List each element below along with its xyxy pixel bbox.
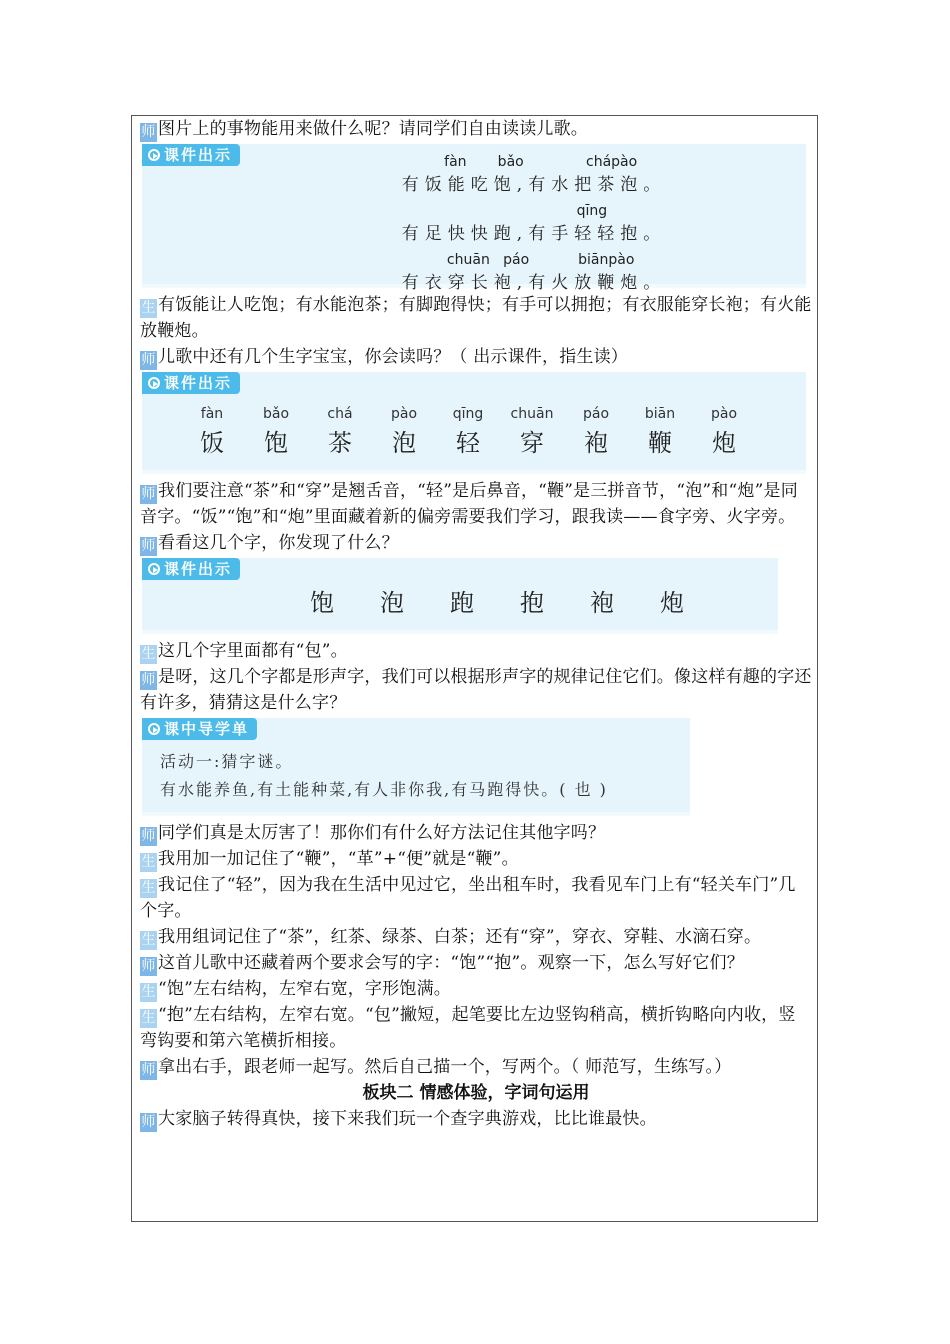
- dialogue-text: “饱”左右结构，左窄右宽，字形饱满。: [158, 979, 451, 999]
- char-cell: [564, 406, 628, 460]
- char-pinyin: chuān: [510, 406, 554, 422]
- teacher-tag: 师: [141, 486, 156, 502]
- dialogue-teacher: [140, 344, 812, 370]
- bao-char: 袍: [590, 589, 614, 617]
- dialogue-text: 儿歌中还有几个生字宝宝，你会读吗？（ 出示课件，指生读）: [158, 347, 629, 367]
- poem-pinyin: qīng: [460, 203, 608, 219]
- dialogue-text: 我用加一加记住了“鞭”，“革”+“便”就是“鞭”。: [158, 849, 519, 869]
- char-hanzi: 穿: [520, 429, 544, 457]
- char-hanzi: 轻: [456, 429, 480, 457]
- teacher-tag: 师: [141, 958, 156, 974]
- bao-char: 炮: [660, 589, 684, 617]
- dialogue-text: 我用组词记住了“茶”，红茶、绿茶、白茶；还有“穿”，穿衣、穿鞋、水滴石穿。: [158, 927, 762, 947]
- char-cell: [692, 406, 756, 460]
- char-cell: [308, 406, 372, 460]
- courseware-label: [142, 144, 240, 166]
- new-chars-row: [142, 372, 806, 470]
- guide-riddle-panel: [142, 718, 690, 816]
- bao-char: 饱: [310, 589, 334, 617]
- banner-label-text: 课件出示: [164, 146, 233, 164]
- char-pinyin: pào: [390, 406, 418, 422]
- dialogue-student: [140, 976, 812, 1002]
- play-icon: [148, 377, 160, 389]
- bao-char: 泡: [380, 589, 404, 617]
- guide-label: [142, 718, 257, 740]
- student-tag: 生: [141, 984, 156, 1000]
- section-heading: 板块二 情感体验，字词句运用: [362, 1083, 590, 1103]
- student-tag: 生: [141, 932, 156, 948]
- char-pinyin: fàn: [200, 406, 224, 422]
- dialogue-text: 拿出右手，跟老师一起写。然后自己描一个，写两个。（ 师范写，生练写。）: [158, 1057, 732, 1077]
- dialogue-student: [140, 924, 812, 950]
- dialogue-student: [140, 872, 812, 924]
- teacher-tag: 师: [141, 538, 156, 554]
- char-hanzi: 茶: [328, 429, 352, 457]
- char-hanzi: 鞭: [648, 429, 672, 457]
- char-cell: [436, 406, 500, 460]
- dialogue-text: 图片上的事物能用来做什么呢？请同学们自由读读儿歌。: [158, 119, 588, 139]
- poem-pinyin: fàn bǎo chápào: [430, 154, 638, 170]
- courseware-label: [142, 372, 240, 394]
- char-cell: [372, 406, 436, 460]
- teacher-tag: 师: [141, 124, 156, 140]
- dialogue-teacher: [140, 664, 812, 716]
- lesson-plan-table-cell: [131, 115, 818, 1222]
- courseware-poem-panel: [142, 144, 806, 293]
- char-hanzi: 炮: [712, 429, 736, 457]
- dialogue-text: 这几个字里面都有“包”。: [158, 641, 348, 661]
- dialogue-teacher: [140, 478, 812, 530]
- teacher-tag: 师: [141, 828, 156, 844]
- dialogue-text: 这首儿歌中还藏着两个要求会写的字：“饱”“抱”。观察一下，怎么写好它们？: [158, 953, 744, 973]
- teacher-tag: 师: [141, 672, 156, 688]
- play-icon: [148, 563, 160, 575]
- poem-line: 有足快快跑,有手轻轻抱。: [401, 224, 667, 244]
- banner-label-text: 课中导学单: [164, 720, 250, 738]
- char-pinyin: biān: [644, 406, 676, 422]
- dialogue-text: 大家脑子转得真快，接下来我们玩一个查字典游戏，比比谁最快。: [158, 1109, 657, 1129]
- poem: [142, 144, 806, 303]
- teacher-tag: 师: [141, 1114, 156, 1130]
- dialogue-teacher: [140, 950, 812, 976]
- banner-label-text: 课件出示: [164, 560, 233, 578]
- char-cell: [500, 406, 564, 460]
- dialogue-teacher: [140, 530, 812, 556]
- student-tag: 生: [141, 646, 156, 662]
- student-tag: 生: [141, 300, 156, 316]
- dialogue-student: [140, 1002, 812, 1054]
- student-tag: 生: [141, 1010, 156, 1026]
- courseware-bao-chars-panel: [142, 558, 778, 634]
- dialogue-student: [140, 638, 812, 664]
- char-hanzi: 袍: [584, 429, 608, 457]
- dialogue-teacher: [140, 116, 812, 142]
- dialogue-teacher: [140, 820, 812, 846]
- dialogue-teacher: [140, 1054, 812, 1080]
- dialogue-text: 看看这几个字，你发现了什么？: [158, 533, 399, 553]
- char-pinyin: bǎo: [262, 406, 290, 422]
- dialogue-text: 有饭能让人吃饱；有水能泡茶；有脚跑得快；有手可以拥抱；有衣服能穿长袍；有火能放鞭炮。: [140, 295, 812, 341]
- bao-char: 抱: [520, 589, 544, 617]
- char-pinyin: chá: [327, 406, 353, 422]
- riddle-text: 有水能养鱼,有土能种菜,有人非你我,有马跑得快。( 也 ): [160, 780, 608, 799]
- teacher-tag: 师: [141, 1062, 156, 1078]
- poem-line: 有衣穿长袍,有火放鞭炮。: [401, 273, 667, 293]
- dialogue-text: “抱”左右结构，左窄右宽。“包”撇短，起笔要比左边竖钩稍高，横折钩略向内收，竖弯钩要和第六笔横折相接。: [140, 1005, 796, 1051]
- student-tag: 生: [141, 880, 156, 896]
- poem-pinyin: chuān páo biānpào: [433, 252, 635, 268]
- riddle-activity: 活动一:猜字谜。: [160, 752, 294, 771]
- dialogue-text: 我记住了“轻”，因为我在生活中见过它，坐出租车时，我看见车门上有“轻关车门”几个字。: [140, 875, 796, 921]
- courseware-label: [142, 558, 240, 580]
- banner-label-text: 课件出示: [164, 374, 233, 392]
- dialogue-teacher: [140, 1106, 812, 1132]
- dialogue-student: [140, 846, 812, 872]
- poem-line: 有饭能吃饱,有水把茶泡。: [401, 175, 667, 195]
- char-pinyin: qīng: [452, 406, 484, 422]
- char-cell: [180, 406, 244, 460]
- char-hanzi: 泡: [392, 429, 416, 457]
- char-hanzi: 饭: [200, 429, 224, 457]
- char-pinyin: pào: [710, 406, 738, 422]
- dialogue-text: 同学们真是太厉害了！那你们有什么好方法记住其他字吗？: [158, 823, 606, 843]
- bao-char: 跑: [450, 589, 474, 617]
- char-pinyin: páo: [582, 406, 610, 422]
- dialogue-text: 我们要注意“茶”和“穿”是翘舌音，“轻”是后鼻音，“鞭”是三拼音节，“泡”和“炮”是同音字。“饭”“饱”和“炮”里面藏着新的偏旁需要我们学习，跟我读——食字旁、火字旁。: [140, 481, 798, 527]
- dialogue-text: 是呀，这几个字都是形声字，我们可以根据形声字的规律记住它们。像这样有趣的字还有许多，猜猜这是什么字？: [140, 667, 812, 713]
- char-hanzi: 饱: [264, 429, 288, 457]
- char-cell: [628, 406, 692, 460]
- student-tag: 生: [141, 854, 156, 870]
- play-icon: [148, 149, 160, 161]
- courseware-new-chars-panel: [142, 372, 806, 474]
- teacher-tag: 师: [141, 352, 156, 368]
- lesson-content: [140, 116, 812, 1132]
- char-cell: [244, 406, 308, 460]
- play-icon: [148, 723, 160, 735]
